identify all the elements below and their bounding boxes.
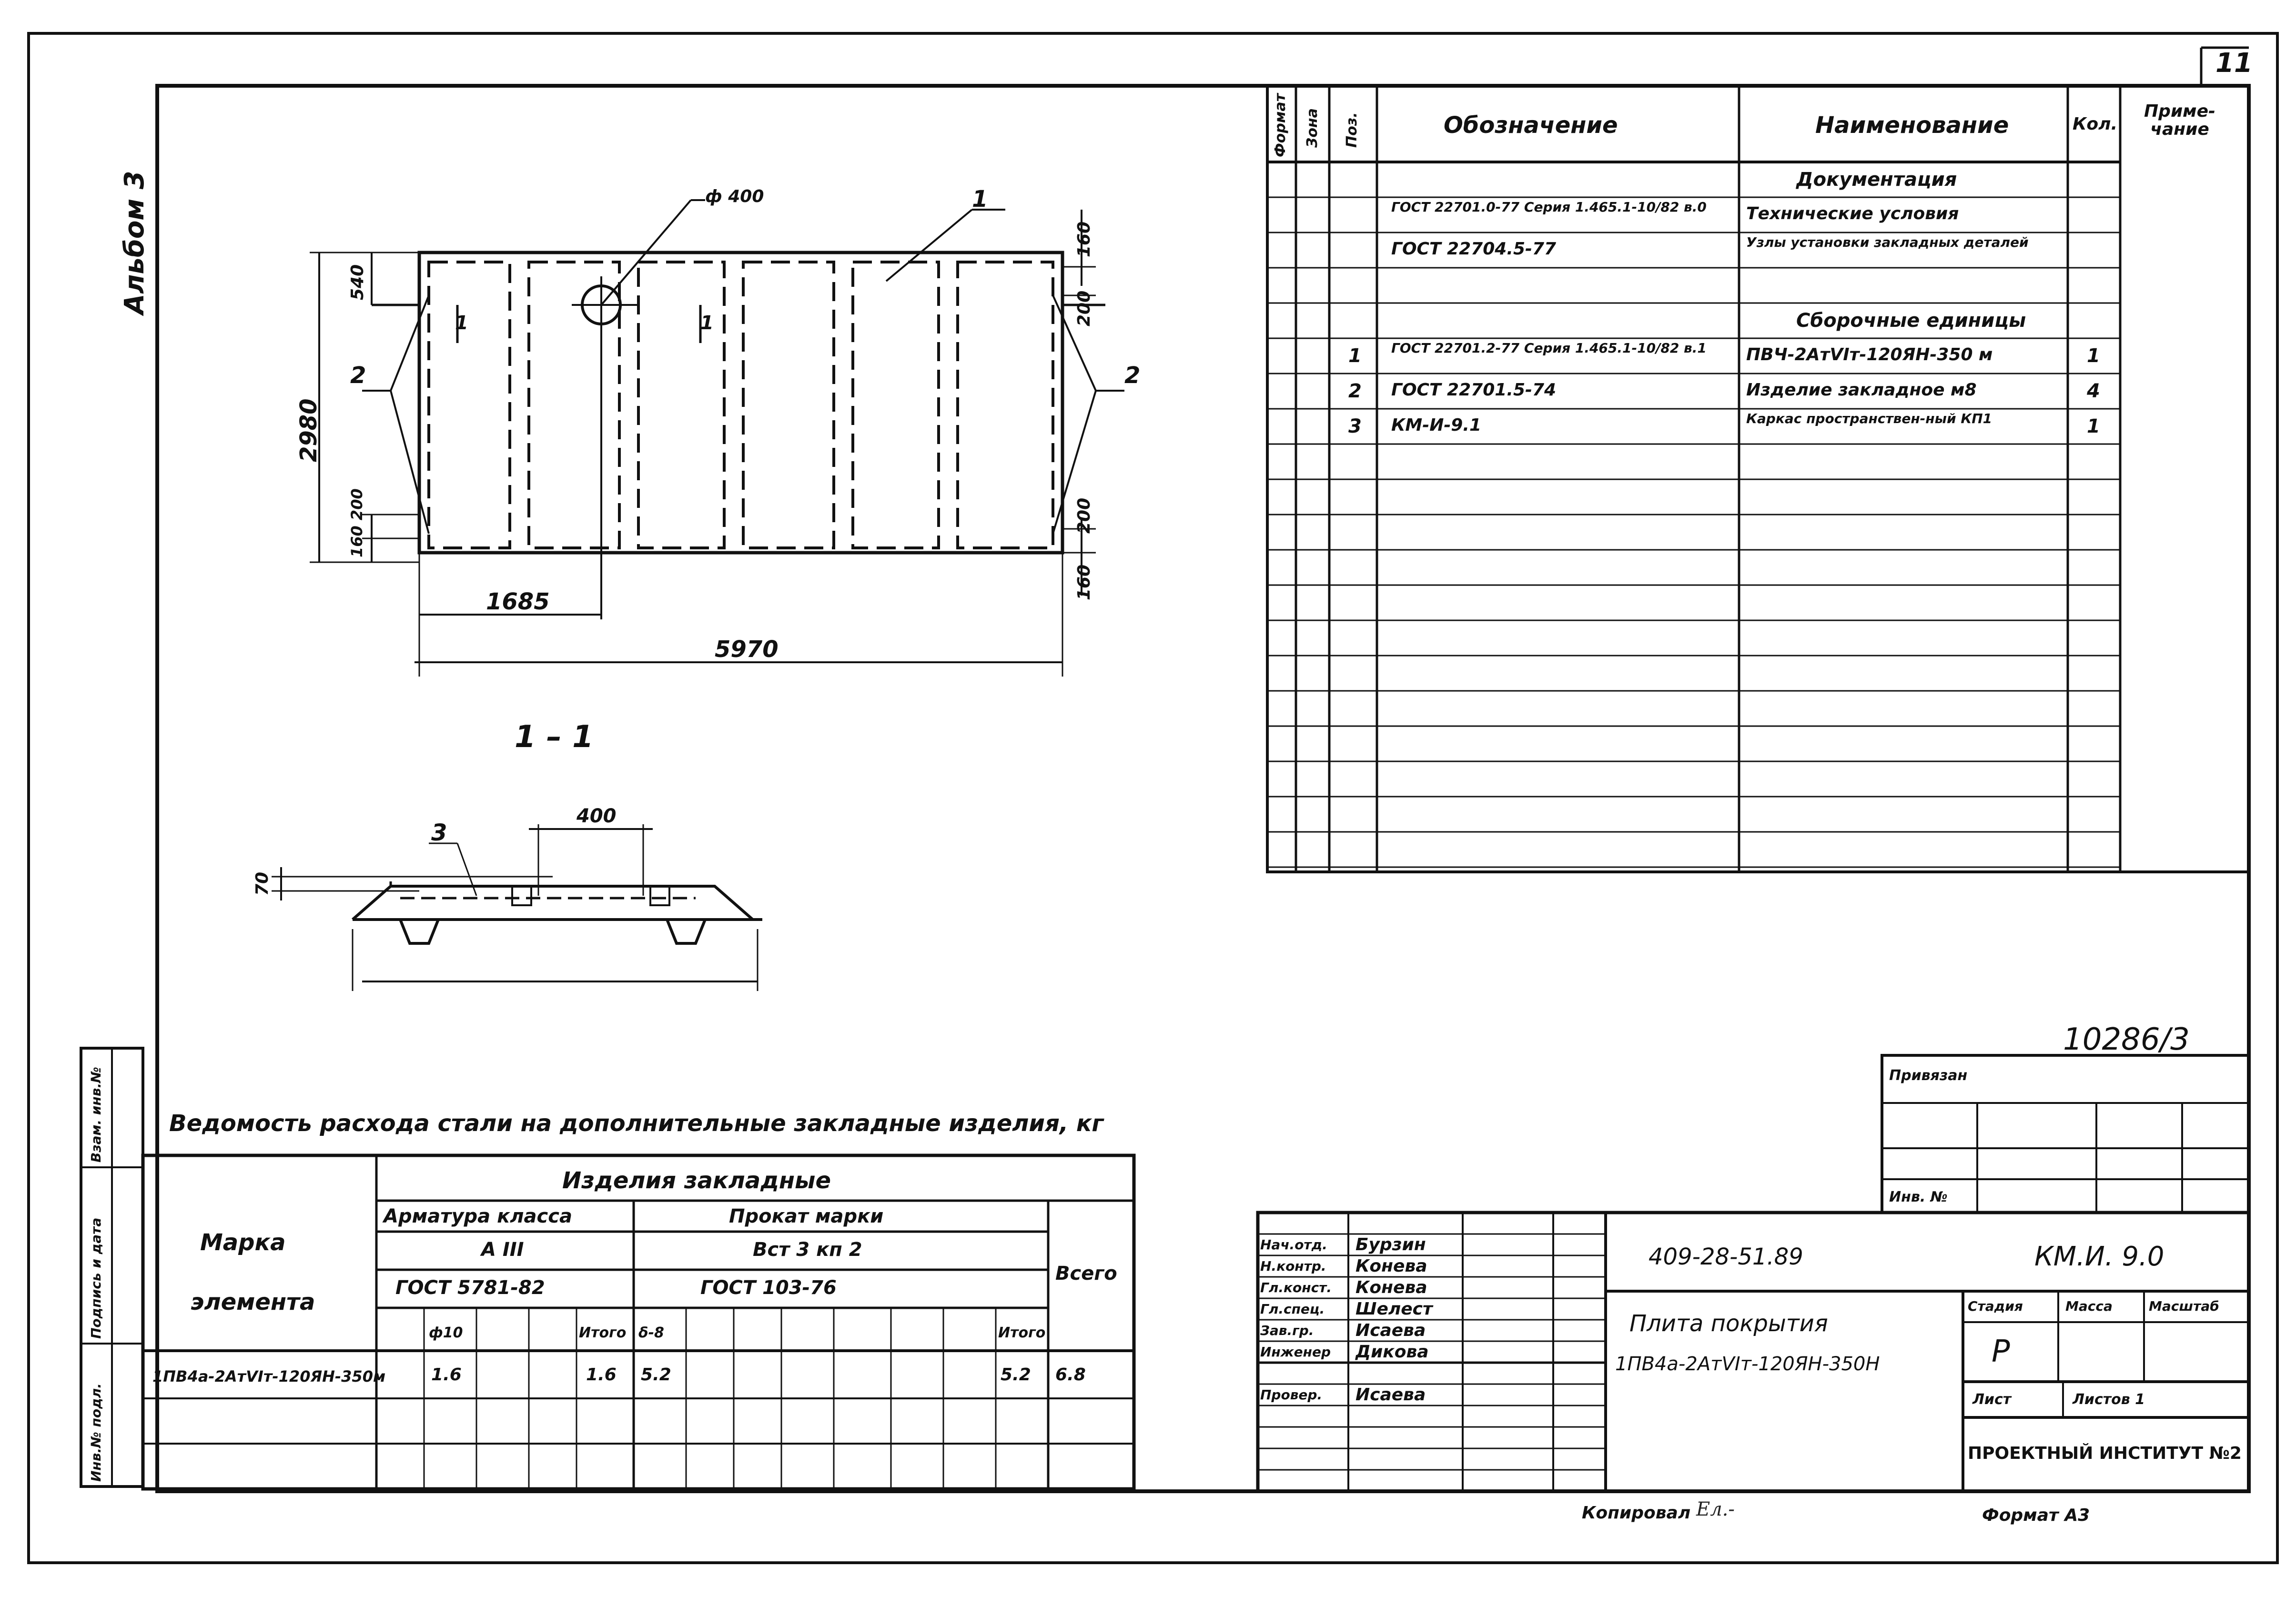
copier-signature: Ел.- xyxy=(1696,1498,1735,1520)
steel-header-total: Всего xyxy=(1055,1263,1117,1284)
steel-row-itogo1: 1.6 xyxy=(586,1365,617,1385)
copied-label: Копировал xyxy=(1582,1503,1691,1523)
steel-row-mark: 1ПВ4а-2АтVIт-120ЯН-350м xyxy=(152,1367,386,1386)
stamp-person-name: Конева xyxy=(1355,1256,1427,1276)
spec-row-name: Каркас пространствен-ный КП1 xyxy=(1746,411,1993,426)
steel-sub-d8: δ-8 xyxy=(638,1325,664,1341)
spec-row-lines xyxy=(1267,197,2120,867)
spec-row-name: Изделие закладное м8 xyxy=(1746,380,1977,400)
dim-160-bottom: 160 xyxy=(1074,564,1094,600)
archive-number: 10286/3 xyxy=(2063,1022,2190,1057)
spec-row-name: Документация xyxy=(1796,169,1957,191)
spec-row-pos: 2 xyxy=(1348,380,1362,402)
album-label: Альбом 3 xyxy=(119,171,150,314)
spec-row-designation: ГОСТ 22701.2-77 Серия 1.465.1-10/82 в.1 xyxy=(1391,340,1707,356)
dim-2980: 2980 xyxy=(295,398,322,462)
spec-header-pos: Поз. xyxy=(1344,112,1360,148)
steel-header-rebar-gost: ГОСТ 5781-82 xyxy=(395,1277,545,1299)
spec-header-zone: Зона xyxy=(1304,108,1321,148)
spec-row-name: ПВЧ-2АтVIт-120ЯН-350 м xyxy=(1746,345,1993,364)
dim-160-200-left: 160 200 xyxy=(348,488,366,557)
stamp-scale-label: Масштаб xyxy=(2149,1298,2219,1314)
dim-5970: 5970 xyxy=(715,636,779,663)
stamp-role: Гл.спец. xyxy=(1260,1301,1325,1317)
stamp-role: Зав.гр. xyxy=(1260,1323,1314,1338)
section-1-1 xyxy=(272,824,762,991)
steel-table-lines xyxy=(143,1155,1134,1489)
stamp-inv-no: Инв. № xyxy=(1889,1189,1948,1205)
steel-sub-itogo2: Итого xyxy=(998,1325,1046,1341)
spec-row-designation: ГОСТ 22701.0-77 Серия 1.465.1-10/82 в.0 xyxy=(1391,199,1707,215)
pos-3-label: 3 xyxy=(431,819,447,846)
pos-2-label-right: 2 xyxy=(1124,362,1141,389)
spec-row-pos: 3 xyxy=(1348,415,1362,437)
steel-sub-d10: ф10 xyxy=(429,1325,463,1341)
sheet-number: 11 xyxy=(2215,48,2253,79)
stamp-doc-code: КМ.И. 9.0 xyxy=(2034,1241,2165,1272)
dim-540: 540 xyxy=(348,264,367,300)
steel-header-rolled: Прокат марки xyxy=(729,1205,884,1227)
stamp-role: Нач.отд. xyxy=(1260,1237,1327,1253)
stamp-person-name: Исаева xyxy=(1355,1321,1426,1340)
stamp-title-line1: Плита покрытия xyxy=(1629,1310,1828,1337)
dim-200-bottom: 200 xyxy=(1074,497,1094,534)
steel-row-d8: 5.2 xyxy=(641,1365,671,1385)
spec-row-designation: ГОСТ 22701.5-74 xyxy=(1391,380,1557,400)
steel-header-rebar-class: А III xyxy=(481,1239,524,1261)
steel-sub-itogo1: Итого xyxy=(579,1325,627,1341)
stamp-sheet-label: Лист xyxy=(1972,1391,2012,1408)
dim-1685: 1685 xyxy=(486,588,550,615)
dim-phi-400: ф 400 xyxy=(705,187,764,206)
stamp-person-name: Бурзин xyxy=(1355,1235,1426,1254)
spec-row-name: Узлы установки закладных деталей xyxy=(1746,234,2029,250)
steel-row-total: 6.8 xyxy=(1055,1365,1086,1385)
dim-160-top: 160 xyxy=(1074,221,1094,257)
stamp-person-name: Дикова xyxy=(1355,1342,1429,1362)
stamp-person-name: Шелест xyxy=(1355,1299,1433,1319)
stamp-title-line2: 1ПВ4а-2АтVIт-120ЯН-350Н xyxy=(1615,1353,1880,1375)
steel-header-items: Изделия закладные xyxy=(562,1167,831,1194)
stamp-person-name: Исаева xyxy=(1355,1385,1426,1405)
stamp-role: Провер. xyxy=(1260,1387,1323,1403)
steel-header-mark: Марка xyxy=(200,1229,286,1256)
stamp-role: Н.контр. xyxy=(1260,1258,1326,1274)
steel-row-d10: 1.6 xyxy=(431,1365,462,1385)
dim-70: 70 xyxy=(253,871,272,896)
stamp-stage-value: Р xyxy=(1992,1334,2010,1369)
steel-row-itogo2: 5.2 xyxy=(1001,1365,1031,1385)
spec-row-pos: 1 xyxy=(1348,345,1362,367)
steel-header-rolled-grade: Вст 3 кп 2 xyxy=(753,1239,862,1261)
stamp-institute: ПРОЕКТНЫЙ ИНСТИТУТ №2 xyxy=(1968,1444,2242,1463)
pos-1-label: 1 xyxy=(972,186,988,212)
stamp-doc-number: 409-28-51.89 xyxy=(1649,1244,1803,1270)
spec-header-note: Приме-чание xyxy=(2144,101,2215,139)
dim-400: 400 xyxy=(577,805,617,827)
spec-row-name: Технические условия xyxy=(1746,204,1959,223)
stamp-role: Инженер xyxy=(1260,1344,1331,1360)
spec-row-qty: 1 xyxy=(2087,345,2100,367)
spec-row-qty: 1 xyxy=(2087,415,2100,437)
steel-header-rebar: Арматура класса xyxy=(384,1205,572,1227)
spec-header-qty: Кол. xyxy=(2073,114,2118,134)
side-label-sign-date: Подпись и дата xyxy=(88,1217,104,1339)
stamp-privyazan: Привязан xyxy=(1889,1067,1968,1084)
spec-row-designation: КМ-И-9.1 xyxy=(1391,415,1482,435)
steel-table-title: Ведомость расхода стали на дополнительные закладные изделия, кг xyxy=(169,1110,1104,1137)
format-label: Формат А3 xyxy=(1982,1506,2090,1525)
section-mark-1-left: 1 xyxy=(455,312,468,334)
spec-header-name: Наименование xyxy=(1815,112,2009,139)
side-label-vzam: Взам. инв.№ xyxy=(88,1067,104,1163)
spec-header-format: Формат xyxy=(1272,93,1289,157)
stamp-mass-label: Масса xyxy=(2065,1298,2113,1314)
stamp-sheets-label: Листов 1 xyxy=(2073,1391,2145,1408)
spec-row-name: Сборочные единицы xyxy=(1796,310,2026,332)
side-label-inv-orig: Инв.№ подл. xyxy=(88,1383,104,1482)
stamp-person-name: Конева xyxy=(1355,1278,1427,1297)
steel-header-rolled-gost: ГОСТ 103-76 xyxy=(700,1277,837,1299)
spec-row-designation: ГОСТ 22704.5-77 xyxy=(1391,239,1557,259)
slab-plan xyxy=(310,200,1124,677)
section-mark-1-right: 1 xyxy=(700,312,714,334)
steel-header-element: элемента xyxy=(191,1289,315,1315)
dim-200-top: 200 xyxy=(1074,290,1094,326)
stamp-stage-label: Стадия xyxy=(1968,1298,2023,1314)
pos-2-label-left: 2 xyxy=(350,362,366,389)
spec-header-designation: Обозначение xyxy=(1444,112,1618,139)
section-title: 1 – 1 xyxy=(515,719,594,755)
stamp-role: Гл.конст. xyxy=(1260,1280,1332,1295)
spec-row-qty: 4 xyxy=(2087,380,2100,402)
